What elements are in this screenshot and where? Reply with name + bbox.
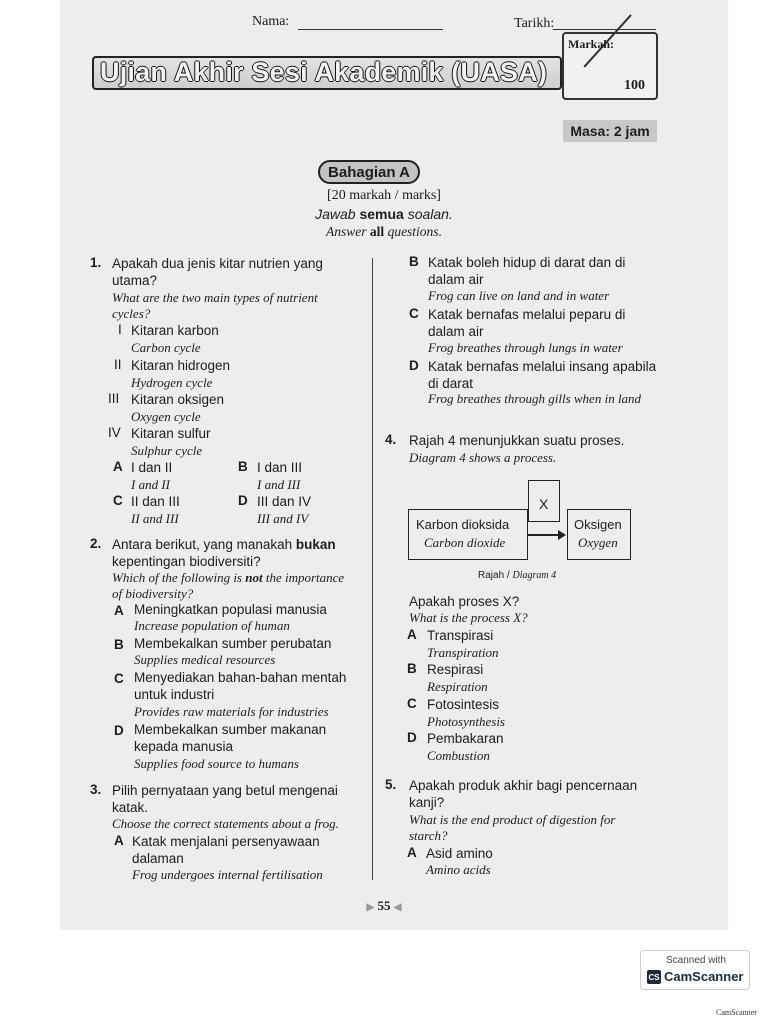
q1-item-en: Hydrogen cycle: [131, 375, 213, 390]
q1-en-line1: What are the two main types of nutrient: [112, 290, 318, 305]
q1-option-en: III and IV: [257, 511, 309, 526]
diagram-left-en: Carbon dioxide: [424, 535, 506, 550]
q5-option-en: Amino acids: [426, 862, 491, 877]
q4-option-en: Transpiration: [427, 645, 499, 660]
q3-option-letter: D: [409, 358, 419, 373]
q3-option-ms: Katak boleh hidup di darat dan di: [428, 255, 626, 270]
q1-option-ms: I dan III: [257, 460, 303, 475]
q3-number: 3.: [90, 782, 102, 797]
q4-option-letter: D: [407, 730, 417, 745]
q4-ask-ms: Apakah proses X?: [409, 594, 520, 609]
q3-option-ms-line2: dalam air: [428, 324, 484, 339]
q1-item-roman: II: [114, 357, 122, 372]
arrow-right-icon: [558, 530, 566, 540]
q2-option-ms: Menyediakan bahan-bahan mentah: [134, 670, 347, 685]
q2-option-en: Supplies medical resources: [134, 652, 276, 667]
q5-en-line1: What is the end product of digestion for: [409, 812, 616, 827]
q3-option-ms-line2: dalam air: [428, 272, 484, 287]
instruction-ms: Jawab semua soalan.: [315, 206, 453, 222]
q2-option-ms-line2: kepada manusia: [134, 739, 234, 754]
q4-option-ms: Fotosintesis: [427, 697, 500, 712]
q1-option-letter: D: [238, 493, 248, 508]
tarikh-label: Tarikh:: [514, 16, 555, 31]
q2-option-ms-line2: untuk industri: [134, 687, 215, 702]
q5-option-letter: A: [407, 845, 417, 860]
q2-option-letter: B: [114, 637, 124, 652]
q3-option-ms: Katak bernafas melalui insang apabila: [428, 359, 657, 374]
q4-option-en: Combustion: [427, 748, 490, 763]
page-number: ▶ 55 ◀: [366, 898, 402, 913]
nama-line: [298, 29, 443, 30]
q5-option-ms: Asid amino: [426, 846, 493, 861]
q1-option-letter: C: [113, 493, 123, 508]
diagram-right-ms: Oksigen: [574, 517, 622, 532]
q3-en-line1: Choose the correct statements about a frog.: [112, 816, 339, 831]
diagram-caption: Rajah / Diagram 4: [478, 570, 557, 581]
q1-ms-line1: Apakah dua jenis kitar nutrien yang: [112, 256, 323, 271]
q1-item-roman: IV: [108, 425, 121, 440]
q4-option-letter: A: [407, 627, 417, 642]
q3-ms-line2: katak.: [112, 800, 149, 815]
q5-ms-line1: Apakah produk akhir bagi pencernaan: [409, 778, 638, 793]
scan-caption: Scanned with: [665, 955, 727, 966]
q1-item-ms: Kitaran hidrogen: [131, 358, 231, 373]
q3-option-en: Frog breathes through gills when in land: [428, 391, 642, 406]
q4-option-ms: Respirasi: [427, 662, 484, 677]
q4-option-en: Respiration: [427, 679, 488, 694]
q4-option-letter: B: [407, 661, 417, 676]
q1-option-ms: I dan II: [131, 460, 173, 475]
q1-option-en: I and III: [257, 477, 301, 492]
q5-en-line2: starch?: [409, 828, 448, 843]
q4-option-ms: Pembakaran: [427, 731, 504, 746]
q1-number: 1.: [90, 255, 102, 270]
time-badge: Masa: 2 jam: [563, 120, 657, 142]
q1-item-en: Carbon cycle: [131, 340, 201, 355]
column-divider: [372, 258, 373, 880]
camscanner-brand: CamScanner: [664, 969, 744, 984]
q3-ms-line1: Pilih pernyataan yang betul mengenai: [112, 783, 338, 798]
diagram-right-en: Oxygen: [578, 535, 618, 550]
q3-option-ms-line2: dalaman: [132, 851, 184, 866]
q3-option-ms-line2: di darat: [428, 376, 474, 391]
instruction-en: Answer all questions.: [326, 224, 442, 239]
diagram-x-label: X: [539, 496, 549, 512]
q4-ask-en: What is the process X?: [409, 610, 528, 625]
q1-item-en: Oxygen cycle: [131, 409, 201, 424]
q2-option-letter: D: [114, 723, 124, 738]
q1-option-en: II and III: [131, 511, 179, 526]
q1-item-roman: III: [108, 391, 120, 406]
q2-option-en: Provides raw materials for industries: [134, 704, 329, 719]
markah-box: [562, 32, 658, 100]
q3-option-en: Frog can live on land and in water: [428, 288, 610, 303]
q1-item-ms: Kitaran sulfur: [131, 426, 211, 441]
markah-label: Markah:: [568, 37, 614, 51]
q2-ms-line2: kepentingan biodiversiti?: [112, 554, 261, 569]
q1-en-line2: cycles?: [112, 306, 151, 321]
q1-item-ms: Kitaran karbon: [131, 323, 219, 338]
q4-option-ms: Transpirasi: [427, 628, 494, 643]
q4-option-en: Photosynthesis: [427, 714, 505, 729]
q2-en-line1: Which of the following is not the importance: [112, 570, 345, 585]
section-title: Bahagian A: [318, 160, 420, 184]
q1-item-roman: I: [118, 322, 122, 337]
q3-option-letter: A: [114, 833, 124, 848]
q1-option-ms: II dan III: [131, 494, 180, 509]
q2-option-ms: Meningkatkan populasi manusia: [134, 602, 327, 617]
q1-option-letter: B: [238, 459, 248, 474]
q5-ms-line2: kanji?: [409, 795, 445, 810]
markah-total: 100: [624, 78, 645, 93]
q1-option-en: I and II: [131, 477, 170, 492]
q3-option-en: Frog breathes through lungs in water: [428, 340, 623, 355]
camscanner-footer: CamScanner: [716, 1008, 757, 1017]
q2-option-letter: C: [114, 671, 124, 686]
nama-label: Nama:: [252, 14, 290, 29]
q3-option-ms: Katak bernafas melalui peparu di: [428, 307, 626, 322]
q3-option-en: Frog undergoes internal fertilisation: [132, 867, 323, 882]
camscanner-badge: [640, 950, 750, 990]
diagram-left-ms: Karbon dioksida: [416, 517, 510, 532]
q1-ms-line2: utama?: [112, 273, 158, 288]
q4-option-letter: C: [407, 696, 417, 711]
q4-ms-line1: Rajah 4 menunjukkan suatu proses.: [409, 433, 625, 448]
q2-option-ms: Membekalkan sumber perubatan: [134, 636, 332, 651]
q4-en-line1: Diagram 4 shows a process.: [409, 450, 557, 465]
exam-title: Ujian Akhir Sesi Akademik (UASA): [100, 57, 548, 87]
q4-number: 4.: [385, 432, 397, 447]
q2-en-line2: of biodiversity?: [112, 586, 194, 601]
section-marks: [20 markah / marks]: [327, 188, 441, 203]
q3-option-ms: Katak menjalani persenyawaan: [132, 834, 320, 849]
q1-item-en: Sulphur cycle: [131, 443, 203, 458]
q3-option-letter: B: [409, 254, 419, 269]
q1-option-ms: III dan IV: [257, 494, 312, 509]
q2-option-en: Supplies food source to humans: [134, 756, 299, 771]
q5-number: 5.: [385, 777, 397, 792]
tarikh-line: [553, 29, 656, 30]
q2-option-ms: Membekalkan sumber makanan: [134, 722, 327, 737]
q2-number: 2.: [90, 536, 102, 551]
q3-option-letter: C: [409, 306, 419, 321]
q1-item-ms: Kitaran oksigen: [131, 392, 225, 407]
camscanner-icon: CS: [647, 970, 661, 984]
q2-ms-line1: Antara berikut, yang manakah bukan: [112, 537, 336, 552]
diagram-arrow: [528, 534, 558, 536]
q1-option-letter: A: [113, 459, 123, 474]
q2-option-letter: A: [114, 603, 124, 618]
q2-option-en: Increase population of human: [134, 618, 290, 633]
